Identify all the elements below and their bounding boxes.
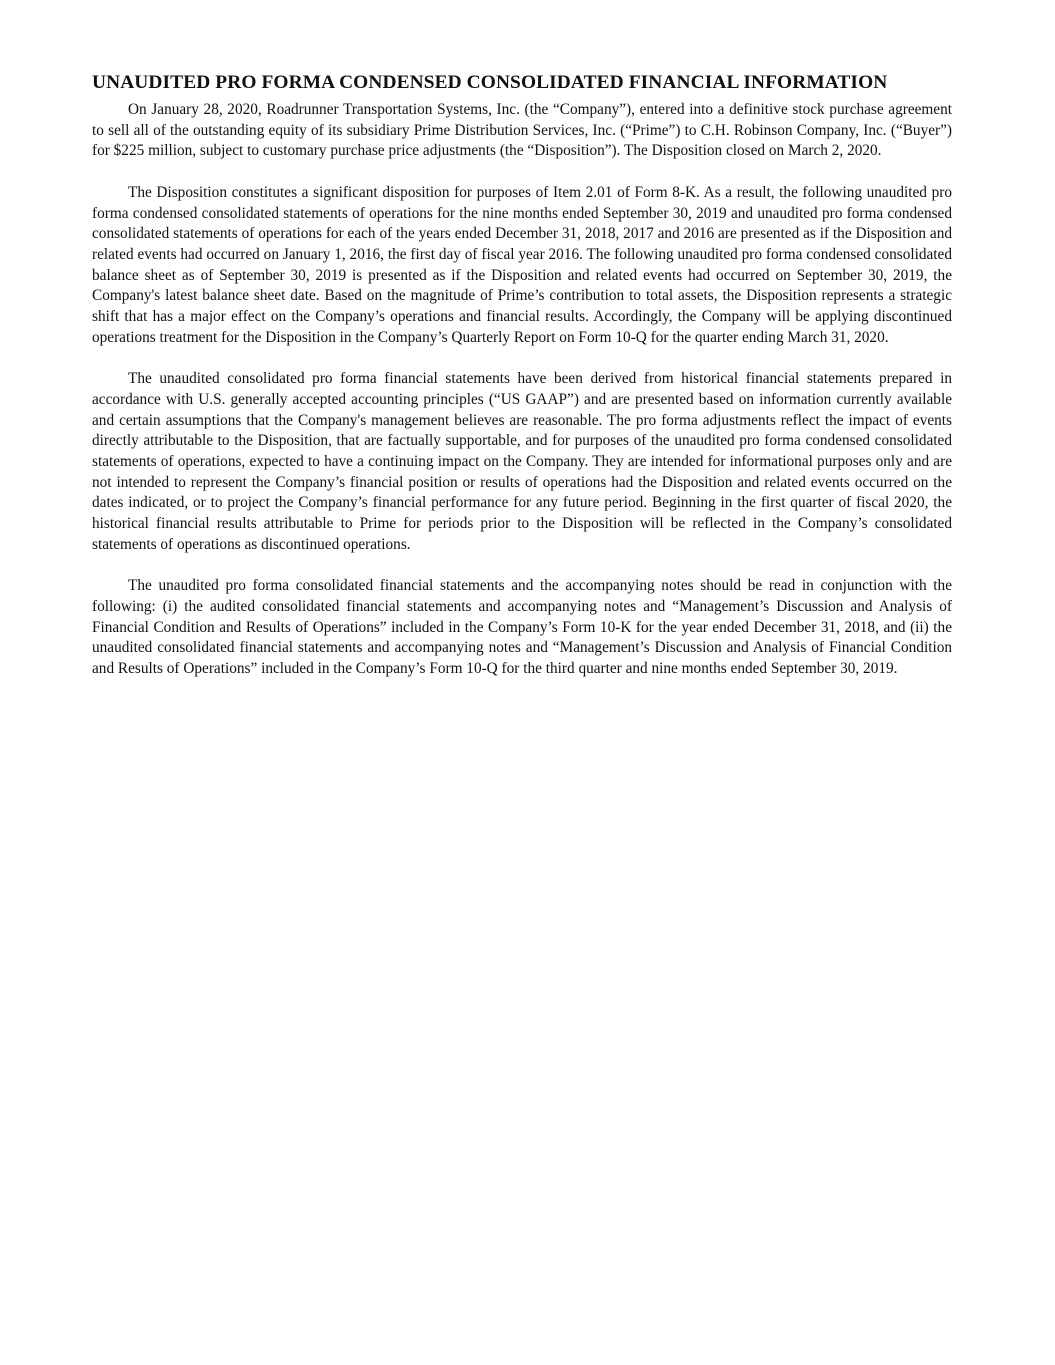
document-heading: UNAUDITED PRO FORMA CONDENSED CONSOLIDATED FINANCIAL INFORMATION <box>92 72 888 93</box>
document-page <box>92 70 952 700</box>
paragraph-read-in-conjunction: The unaudited pro forma consolidated financial statements and the accompanying notes should be read in conjunction with the following: (i) the audited consolidated financial statements and accompanying notes and “Management’s Discussion and Analysis of Financial Condition and Results of Operations” included in the Company’s Form 10-K for the year ended December 31, 2018, and (ii) the unaudited consolidated financial statements and accompanying notes and “Management’s Discussion and Analysis of Financial Condition and Results of Operations” included in the Company’s Form 10-Q for the third quarter and nine months ended September 30, 2019. <box>92 577 952 677</box>
paragraph-pro-forma-basis: The unaudited consolidated pro forma financial statements have been derived from historical financial statements prepared in accordance with U.S. generally accepted accounting principles (“US GAAP”) and are presented based on information currently available and certain assumptions that the Company's management believes are reasonable. The pro forma adjustments reflect the impact of events directly attributable to the Disposition, that are factually supportable, and for purposes of the unaudited pro forma condensed consolidated statements of operations, expected to have a continuing impact on the Company. They are intended for informational purposes only and are not intended to represent the Company’s financial position or results of operations had the Disposition and related events occurred on the dates indicated, or to project the Company’s financial performance for any future period. Beginning in the first quarter of fiscal 2020, the historical financial results attributable to Prime for periods prior to the Disposition will be reflected in the Company’s consolidated statements of operations as discontinued operations. <box>92 370 952 553</box>
paragraph-significant-disposition: The Disposition constitutes a significant disposition for purposes of Item 2.01 of Form 8-K. As a result, the following unaudited pro forma condensed consolidated statements of operations for the nine months ended September 30, 2019 and unaudited pro forma condensed consolidated statements of operations for each of the years ended December 31, 2018, 2017 and 2016 are presented as if the Disposition and related events had occurred on January 1, 2016, the first day of fiscal year 2016. The following unaudited pro forma condensed consolidated balance sheet as of September 30, 2019 is presented as if the Disposition and related events had occurred on September 30, 2019, the Company's latest balance sheet date. Based on the magnitude of Prime’s contribution to total assets, the Disposition represents a strategic shift that has a major effect on the Company’s operations and financial results. Accordingly, the Company will be applying discontinued operations treatment for the Disposition in the Company’s Quarterly Report on Form 10-Q for the quarter ending March 31, 2020. <box>92 183 952 346</box>
paragraph-disposition-agreement: On January 28, 2020, Roadrunner Transportation Systems, Inc. (the “Company”), entered into a definitive stock purchase agreement to sell all of the outstanding equity of its subsidiary Prime Distribution Services, Inc. (“Prime”) to C.H. Robinson Company, Inc. (“Buyer”) for $225 million, subject to customary purchase price adjustments (the “Disposition”). The Disposition closed on March 2, 2020. <box>92 101 952 160</box>
